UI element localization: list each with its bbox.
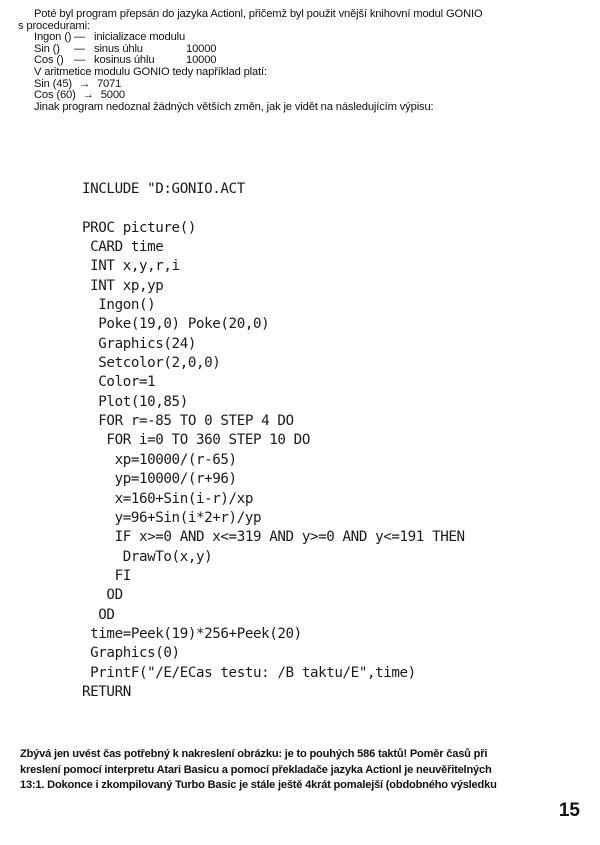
arrow-icon: → [78,77,90,90]
definition-dash: — [74,54,86,67]
code-line: Setcolor(2,0,0) [82,355,221,372]
code-line: DrawTo(x,y) [82,548,213,565]
code-line: PROC picture() [82,219,196,236]
definition-name: Ingon () [34,31,72,44]
code-line: xp=10000/(r-65) [82,451,237,468]
intro-text [18,9,588,113]
definition-desc: kosinus úhlu [94,54,155,67]
code-listing [82,180,582,702]
definition-list [18,32,588,113]
example-result: 7071 [96,77,122,90]
code-line: INT x,y,r,i [82,258,180,275]
outro-text [20,747,588,794]
code-line: OD [82,606,115,623]
code-line: INCLUDE "D:GONIO.ACT [82,181,245,197]
definition-desc: inicializace modulu [94,31,186,44]
example-expr: Cos (60) [34,89,76,102]
code-line: INT xp,yp [82,277,164,294]
intro-line-2: s procedurami: [18,19,90,32]
definition-desc: sinus úhlu [94,42,143,55]
example-expr: Sin (45) [34,77,72,90]
code-line: x=160+Sin(i-r)/xp [82,490,253,507]
code-line: OD [82,587,123,604]
intro-line-1: Poté byl program přepsán do jazyka Actionl, přičemž byl použit vnější knihovní modul GONIO [34,8,483,20]
code-line: CARD time [82,239,164,256]
example-result: 5000 [100,89,125,102]
outro-line-2: kreslení pomocí interpretu Atari Basicu a pomocí překladače jazyka Actionl je neuvěřitelných [20,763,492,776]
definition-dash: — [74,31,86,44]
code-line: Graphics(0) [82,645,180,662]
code-line: y=96+Sin(i*2+r)/yp [82,509,262,526]
intro-final-line: Jinak program nedoznal žádných větších změn, jak je vidět na následujícím výpisu: [34,100,434,113]
code-line: PrintF("/E/ECas testu: /B taktu/E",time) [82,664,416,681]
code-line: Graphics(24) [82,335,196,352]
code-line: Ingon() [82,297,156,314]
code-line [82,199,582,218]
outro-line-1: Zbývá jen uvést čas potřebný k nakreslení obrázku: je to pouhých 586 taktů! Poměr časů při [20,748,488,760]
definition-name: Sin () [34,42,60,55]
page-number: 15 [558,800,580,821]
definition-dash: — [74,42,86,55]
arrow-icon: → [82,89,94,102]
code-line: Plot(10,85) [82,393,188,410]
code-line: time=Peek(19)*256+Peek(20) [82,625,302,642]
code-line: FOR i=0 TO 360 STEP 10 DO [82,432,310,449]
definition-value: 10000 [186,54,217,67]
code-line: Color=1 [82,374,156,391]
definition-value: 10000 [186,42,217,55]
outro-line-3: 13:1. Dokonce i zkompilovaný Turbo Basic je stále ještě 4krát pomalejší (obdobného výsledku [20,779,497,791]
arithmetic-line: V aritmetice modulu GONIO tedy například platí: [34,65,267,78]
code-line: RETURN [82,683,131,700]
code-line: FOR r=-85 TO 0 STEP 4 DO [82,413,294,430]
code-line: Poke(19,0) Poke(20,0) [82,316,270,333]
code-line: IF x>=0 AND x<=319 AND y>=0 AND y<=191 THEN [82,529,465,546]
definition-name: Cos () [34,54,64,67]
code-line: yp=10000/(r+96) [82,471,237,488]
code-line: FI [82,567,131,584]
example-item [34,90,588,102]
